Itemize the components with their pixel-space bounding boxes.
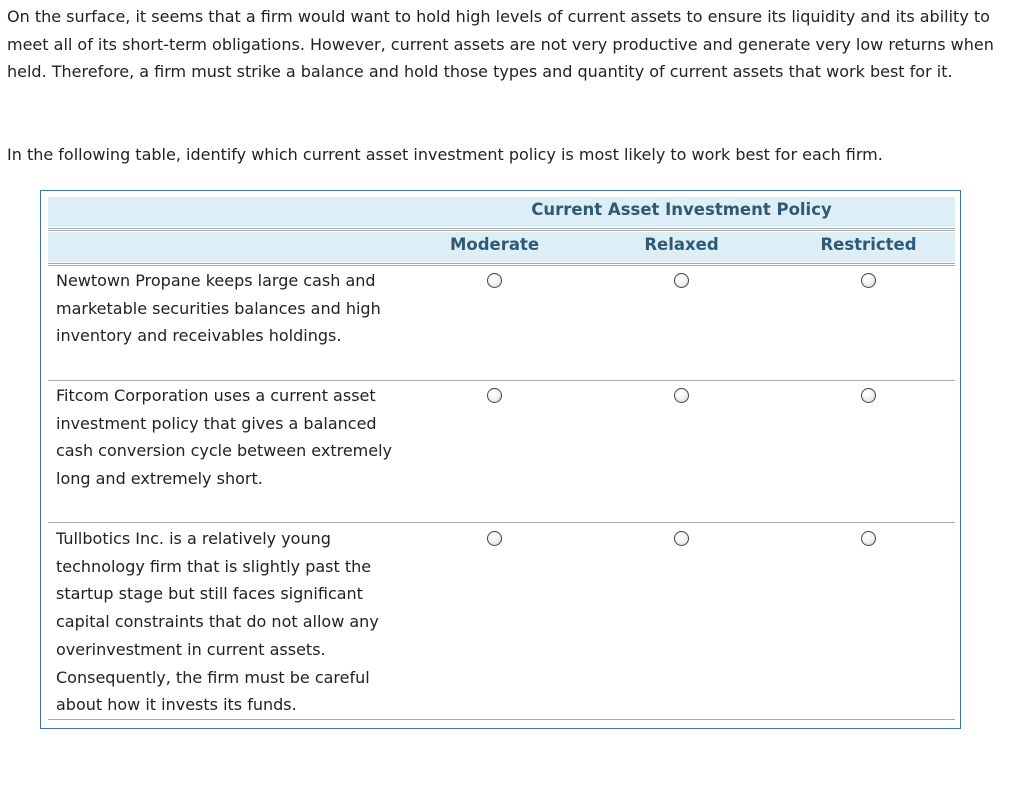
intro-paragraph: On the surface, it seems that a firm would want to hold high levels of current assets to ensure its liquidity and its ability to meet all of its short-term obligations. However, current assets are not very productive and generate very low returns when held. Therefore, a firm must strike a balance and hold those types and quantity of current assets that work best for it. xyxy=(7,7,994,82)
radio-fitcom-restricted[interactable] xyxy=(861,388,876,403)
column-header-relaxed: Relaxed xyxy=(644,235,719,254)
radio-tullbotics-relaxed[interactable] xyxy=(674,531,689,546)
row-divider xyxy=(48,522,955,523)
radio-tullbotics-restricted[interactable] xyxy=(861,531,876,546)
header-divider xyxy=(48,230,955,231)
firm-description-fitcom: Fitcom Corporation uses a current asset investment policy that gives a balanced cash conversion cycle between extremely long and extremely short. xyxy=(56,386,393,489)
column-header-restricted: Restricted xyxy=(820,235,917,254)
firm-description-newtown: Newtown Propane keeps large cash and marketable securities balances and high inventory and receivables holdings. xyxy=(56,271,381,346)
radio-tullbotics-moderate[interactable] xyxy=(487,531,502,546)
firm-description-tullbotics: Tullbotics Inc. is a relatively young technology firm that is slightly past the startup stage but still faces significant capital constraints that do not allow any overinvestment in current assets. Consequently, the firm must be careful about how it invests its funds. xyxy=(56,529,379,715)
radio-newtown-restricted[interactable] xyxy=(861,273,876,288)
radio-fitcom-relaxed[interactable] xyxy=(674,388,689,403)
radio-newtown-relaxed[interactable] xyxy=(674,273,689,288)
row-divider xyxy=(48,719,955,720)
instruction-text: In the following table, identify which current asset investment policy is most likely to work best for each firm. xyxy=(7,145,883,164)
header-divider xyxy=(48,263,955,264)
group-header-title: Current Asset Investment Policy xyxy=(531,200,832,219)
column-header-moderate: Moderate xyxy=(449,235,540,254)
row-divider xyxy=(48,380,955,381)
radio-newtown-moderate[interactable] xyxy=(487,273,502,288)
radio-fitcom-moderate[interactable] xyxy=(487,388,502,403)
header-divider xyxy=(48,228,955,229)
header-divider xyxy=(48,265,955,266)
